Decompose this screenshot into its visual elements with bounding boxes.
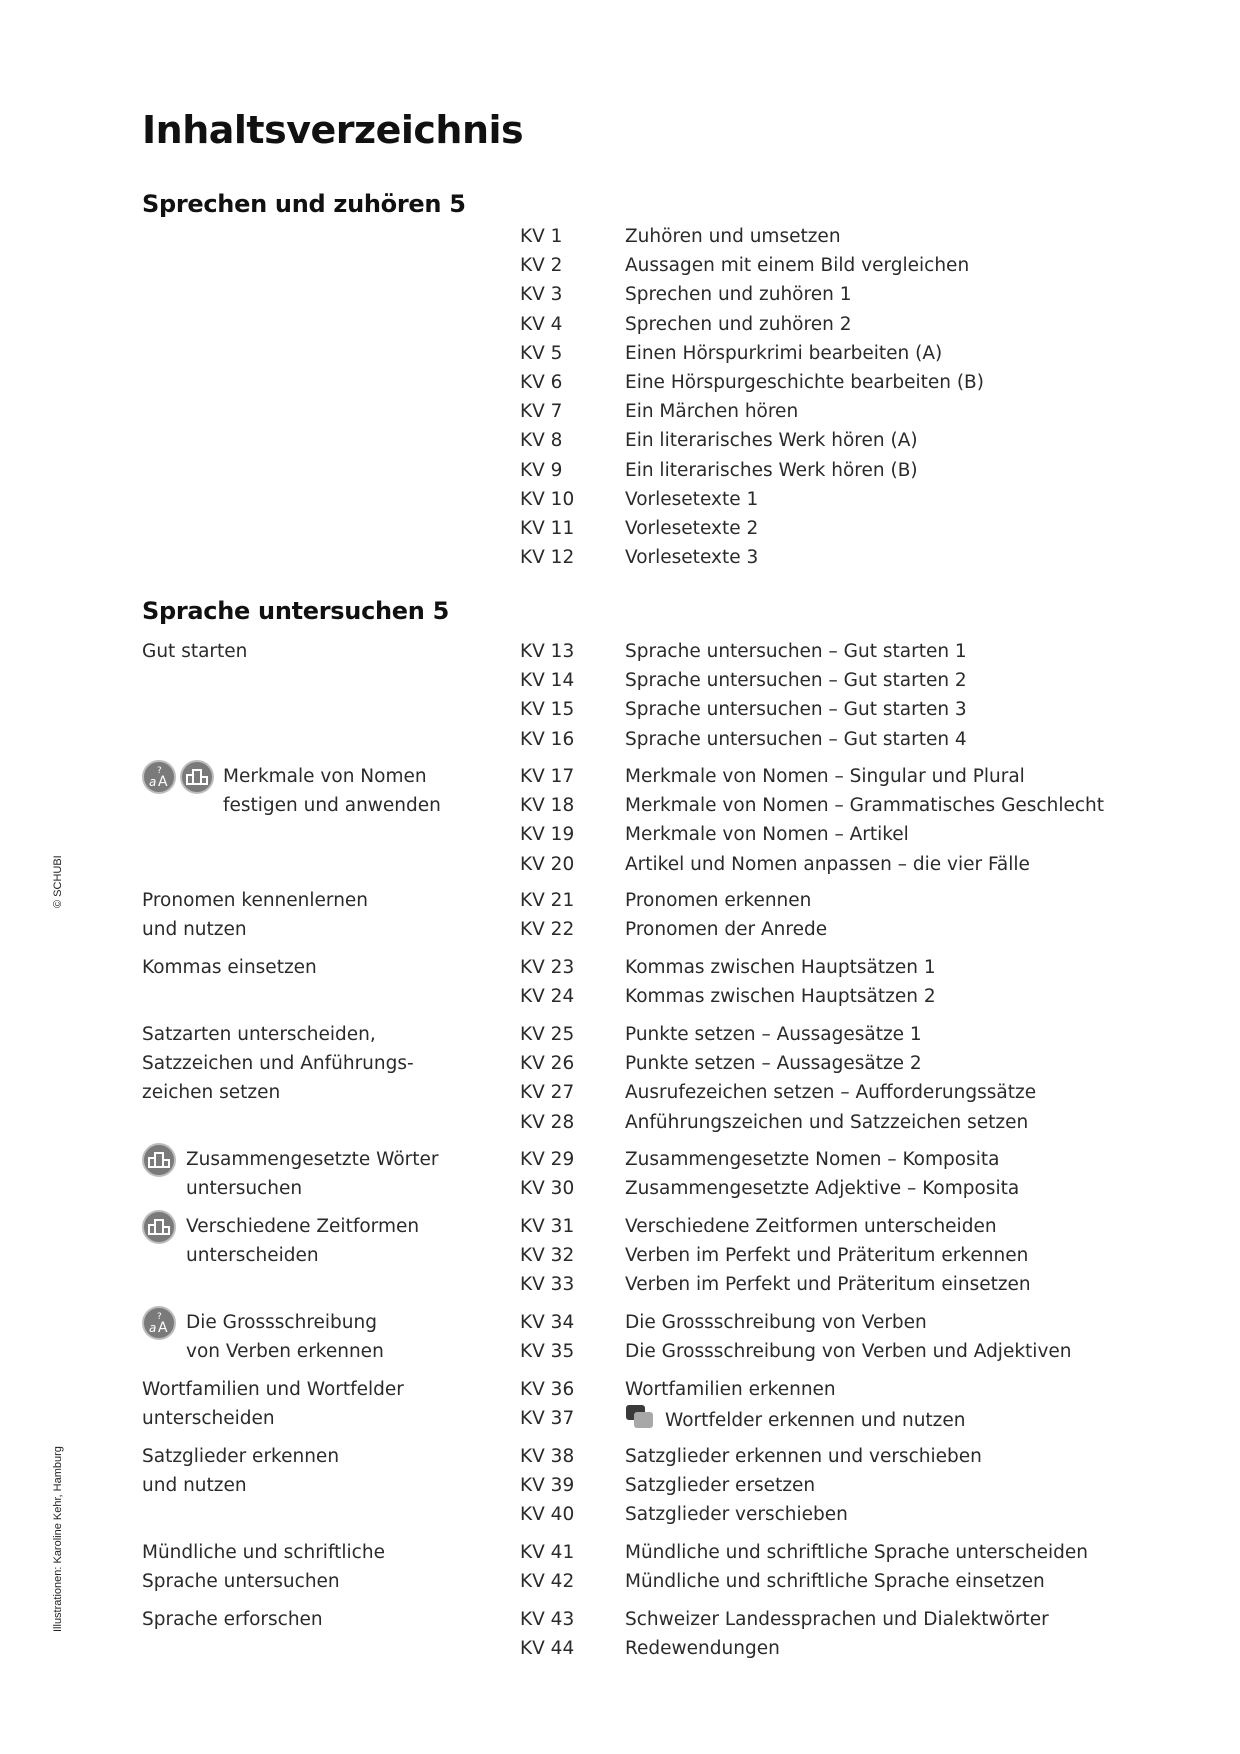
entry-title: Die Grossschreibung von Verben bbox=[625, 1312, 927, 1333]
topic bbox=[142, 637, 522, 666]
entry-title: Wortfelder erkennen und nutzen bbox=[665, 1410, 966, 1432]
entry-title: Redewendungen bbox=[625, 1638, 780, 1660]
entry-title: Pronomen der Anrede bbox=[625, 919, 828, 941]
kv-number: KV 18 bbox=[520, 795, 575, 817]
kv-number: KV 12 bbox=[520, 547, 575, 569]
kv-number: KV 31 bbox=[520, 1216, 575, 1237]
illustration-credits: Illustrationen: Karoline Kehr, Hamburg bbox=[52, 1446, 64, 1632]
entry-title: Die Grossschreibung von Verben und Adjektiven bbox=[625, 1341, 1072, 1363]
section-title: Sprechen und zuhören 5 bbox=[142, 190, 466, 218]
podium-icon bbox=[142, 1210, 176, 1244]
kv-number: KV 42 bbox=[520, 1571, 575, 1593]
topic-line: und nutzen bbox=[142, 919, 247, 940]
kv-number: KV 25 bbox=[520, 1024, 575, 1045]
topic-line: festigen und anwenden bbox=[223, 795, 441, 816]
entry-title: Vorlesetexte 2 bbox=[625, 517, 759, 539]
topic-line: Satzarten unterscheiden, bbox=[142, 1024, 376, 1045]
question-aA-icon bbox=[142, 1306, 176, 1340]
kv-number: KV 19 bbox=[520, 824, 575, 846]
kv-number: KV 34 bbox=[520, 1312, 575, 1333]
entry-title: Ein literarisches Werk hören (B) bbox=[625, 459, 918, 481]
kv-number: KV 27 bbox=[520, 1082, 575, 1104]
kv-number: KV 8 bbox=[520, 430, 563, 452]
kv-number: KV 43 bbox=[520, 1609, 575, 1630]
topic bbox=[142, 886, 522, 944]
topic-line: Kommas einsetzen bbox=[142, 957, 317, 978]
entry-title: Zusammengesetzte Adjektive – Komposita bbox=[625, 1178, 1020, 1200]
entry-title: Anführungszeichen und Satzzeichen setzen bbox=[625, 1111, 1029, 1133]
entry-title: Vorlesetexte 1 bbox=[625, 488, 759, 510]
entry-title: Ein literarisches Werk hören (A) bbox=[625, 430, 918, 452]
kv-number: KV 14 bbox=[520, 670, 575, 692]
topic-line: Zusammengesetzte Wörter bbox=[186, 1149, 439, 1170]
cards-icon bbox=[625, 1404, 655, 1439]
entry-title: Mündliche und schriftliche Sprache einsetzen bbox=[625, 1571, 1045, 1593]
copyright-note: © SCHUBI bbox=[52, 855, 64, 908]
entry-title: Artikel und Nomen anpassen – die vier Fälle bbox=[625, 853, 1030, 875]
entry-title: Vorlesetexte 3 bbox=[625, 547, 759, 569]
kv-number: KV 3 bbox=[520, 284, 563, 306]
topic bbox=[142, 1605, 522, 1634]
topic-line: unterscheiden bbox=[142, 1408, 275, 1429]
kv-number: KV 17 bbox=[520, 766, 575, 787]
kv-number: KV 16 bbox=[520, 728, 575, 750]
entry-title: Punkte setzen – Aussagesätze 2 bbox=[625, 1053, 922, 1075]
entry-title: Sprache untersuchen – Gut starten 4 bbox=[625, 728, 967, 750]
entry-title: Sprechen und zuhören 2 bbox=[625, 313, 852, 335]
topic bbox=[142, 762, 522, 820]
kv-number: KV 11 bbox=[520, 517, 575, 539]
topic-line: zeichen setzen bbox=[142, 1082, 281, 1103]
kv-number: KV 30 bbox=[520, 1178, 575, 1200]
entry-title: Merkmale von Nomen – Singular und Plural bbox=[625, 766, 1025, 787]
topic-line: Pronomen kennenlernen bbox=[142, 890, 369, 911]
kv-number: KV 9 bbox=[520, 459, 563, 481]
topic-line: unterscheiden bbox=[186, 1245, 319, 1266]
kv-number: KV 15 bbox=[520, 699, 575, 721]
kv-number: KV 4 bbox=[520, 313, 563, 335]
section-title: Sprache untersuchen 5 bbox=[142, 597, 450, 625]
topic-line: Merkmale von Nomen bbox=[223, 766, 427, 787]
entry-title: Zusammengesetzte Nomen – Komposita bbox=[625, 1149, 1000, 1170]
kv-number: KV 26 bbox=[520, 1053, 575, 1075]
topic-line: untersuchen bbox=[186, 1178, 303, 1199]
topic-line: Satzzeichen und Anführungs- bbox=[142, 1053, 414, 1074]
kv-number: KV 6 bbox=[520, 371, 563, 393]
kv-number: KV 21 bbox=[520, 890, 575, 911]
entry-title: Satzglieder erkennen und verschieben bbox=[625, 1446, 982, 1467]
svg-text:?: ? bbox=[157, 766, 162, 776]
kv-number: KV 44 bbox=[520, 1638, 575, 1660]
topic-line: und nutzen bbox=[142, 1475, 247, 1496]
entry-title: Kommas zwischen Hauptsätzen 1 bbox=[625, 957, 936, 978]
entry-title: Sprechen und zuhören 1 bbox=[625, 284, 852, 306]
entry-title: Sprache untersuchen – Gut starten 2 bbox=[625, 670, 967, 692]
entry-title: Mündliche und schriftliche Sprache unterscheiden bbox=[625, 1542, 1089, 1563]
kv-number: KV 20 bbox=[520, 853, 575, 875]
topic-line: Gut starten bbox=[142, 641, 248, 662]
question-aA-icon bbox=[142, 760, 176, 794]
kv-number: KV 29 bbox=[520, 1149, 575, 1170]
kv-number: KV 5 bbox=[520, 342, 563, 364]
kv-number: KV 39 bbox=[520, 1475, 575, 1497]
entry-title: Sprache untersuchen – Gut starten 3 bbox=[625, 699, 967, 721]
entry-title: Zuhören und umsetzen bbox=[625, 226, 841, 247]
topic bbox=[142, 1020, 522, 1107]
topic bbox=[142, 1212, 522, 1270]
entry-title: Ausrufezeichen setzen – Aufforderungssätze bbox=[625, 1082, 1037, 1104]
topic bbox=[142, 1145, 522, 1203]
kv-number: KV 41 bbox=[520, 1542, 575, 1563]
topic-line: Sprache untersuchen bbox=[142, 1571, 340, 1592]
entry-title: Satzglieder verschieben bbox=[625, 1504, 848, 1526]
svg-text:a: a bbox=[149, 775, 157, 789]
entry-title: Merkmale von Nomen – Artikel bbox=[625, 824, 909, 846]
kv-number: KV 40 bbox=[520, 1504, 575, 1526]
kv-number: KV 33 bbox=[520, 1274, 575, 1296]
entry-title: Eine Hörspurgeschichte bearbeiten (B) bbox=[625, 371, 984, 393]
topic bbox=[142, 1308, 522, 1366]
entry-title: Kommas zwischen Hauptsätzen 2 bbox=[625, 986, 936, 1008]
topic-line: Mündliche und schriftliche bbox=[142, 1542, 385, 1563]
kv-number: KV 13 bbox=[520, 641, 575, 662]
kv-number: KV 35 bbox=[520, 1341, 575, 1363]
entry-title: Merkmale von Nomen – Grammatisches Geschlecht bbox=[625, 795, 1105, 817]
topic bbox=[142, 1375, 522, 1433]
topic bbox=[142, 1442, 522, 1500]
entry-title: Satzglieder ersetzen bbox=[625, 1475, 816, 1497]
topic-line: Satzglieder erkennen bbox=[142, 1446, 340, 1467]
topic bbox=[142, 1538, 522, 1596]
kv-number: KV 23 bbox=[520, 957, 575, 978]
entry-title: Verben im Perfekt und Präteritum einsetzen bbox=[625, 1274, 1031, 1296]
entry-title: Schweizer Landessprachen und Dialektwörter bbox=[625, 1609, 1049, 1630]
kv-number: KV 2 bbox=[520, 255, 563, 277]
topic-line: Die Grossschreibung bbox=[186, 1312, 377, 1333]
svg-text:A: A bbox=[158, 774, 168, 790]
kv-number: KV 1 bbox=[520, 226, 563, 247]
page-title: Inhaltsverzeichnis bbox=[142, 108, 524, 152]
kv-number: KV 36 bbox=[520, 1379, 575, 1400]
kv-number: KV 10 bbox=[520, 488, 575, 510]
topic bbox=[142, 953, 522, 982]
podium-icon bbox=[180, 760, 214, 794]
kv-number: KV 24 bbox=[520, 986, 575, 1008]
kv-number: KV 32 bbox=[520, 1245, 575, 1267]
kv-number: KV 28 bbox=[520, 1111, 575, 1133]
entry-title: Sprache untersuchen – Gut starten 1 bbox=[625, 641, 967, 662]
entry-title: Verschiedene Zeitformen unterscheiden bbox=[625, 1216, 997, 1237]
entry-title: Punkte setzen – Aussagesätze 1 bbox=[625, 1024, 922, 1045]
kv-number: KV 38 bbox=[520, 1446, 575, 1467]
entry-title: Einen Hörspurkrimi bearbeiten (A) bbox=[625, 342, 943, 364]
topic-line: Sprache erforschen bbox=[142, 1609, 323, 1630]
topic-line: Wortfamilien und Wortfelder bbox=[142, 1379, 404, 1400]
topic-line: von Verben erkennen bbox=[186, 1341, 384, 1362]
kv-number: KV 37 bbox=[520, 1408, 575, 1430]
svg-text:?: ? bbox=[157, 1312, 162, 1322]
topic-line: Verschiedene Zeitformen bbox=[186, 1216, 420, 1237]
entry-title: Verben im Perfekt und Präteritum erkennen bbox=[625, 1245, 1029, 1267]
kv-number: KV 7 bbox=[520, 401, 563, 423]
entry-title: Ein Märchen hören bbox=[625, 401, 799, 423]
entry-title: Wortfamilien erkennen bbox=[625, 1379, 836, 1400]
svg-text:A: A bbox=[158, 1320, 168, 1336]
podium-icon bbox=[142, 1143, 176, 1177]
entry-title: Aussagen mit einem Bild vergleichen bbox=[625, 255, 970, 277]
entry-title: Pronomen erkennen bbox=[625, 890, 812, 911]
kv-number: KV 22 bbox=[520, 919, 575, 941]
svg-text:a: a bbox=[149, 1321, 157, 1335]
